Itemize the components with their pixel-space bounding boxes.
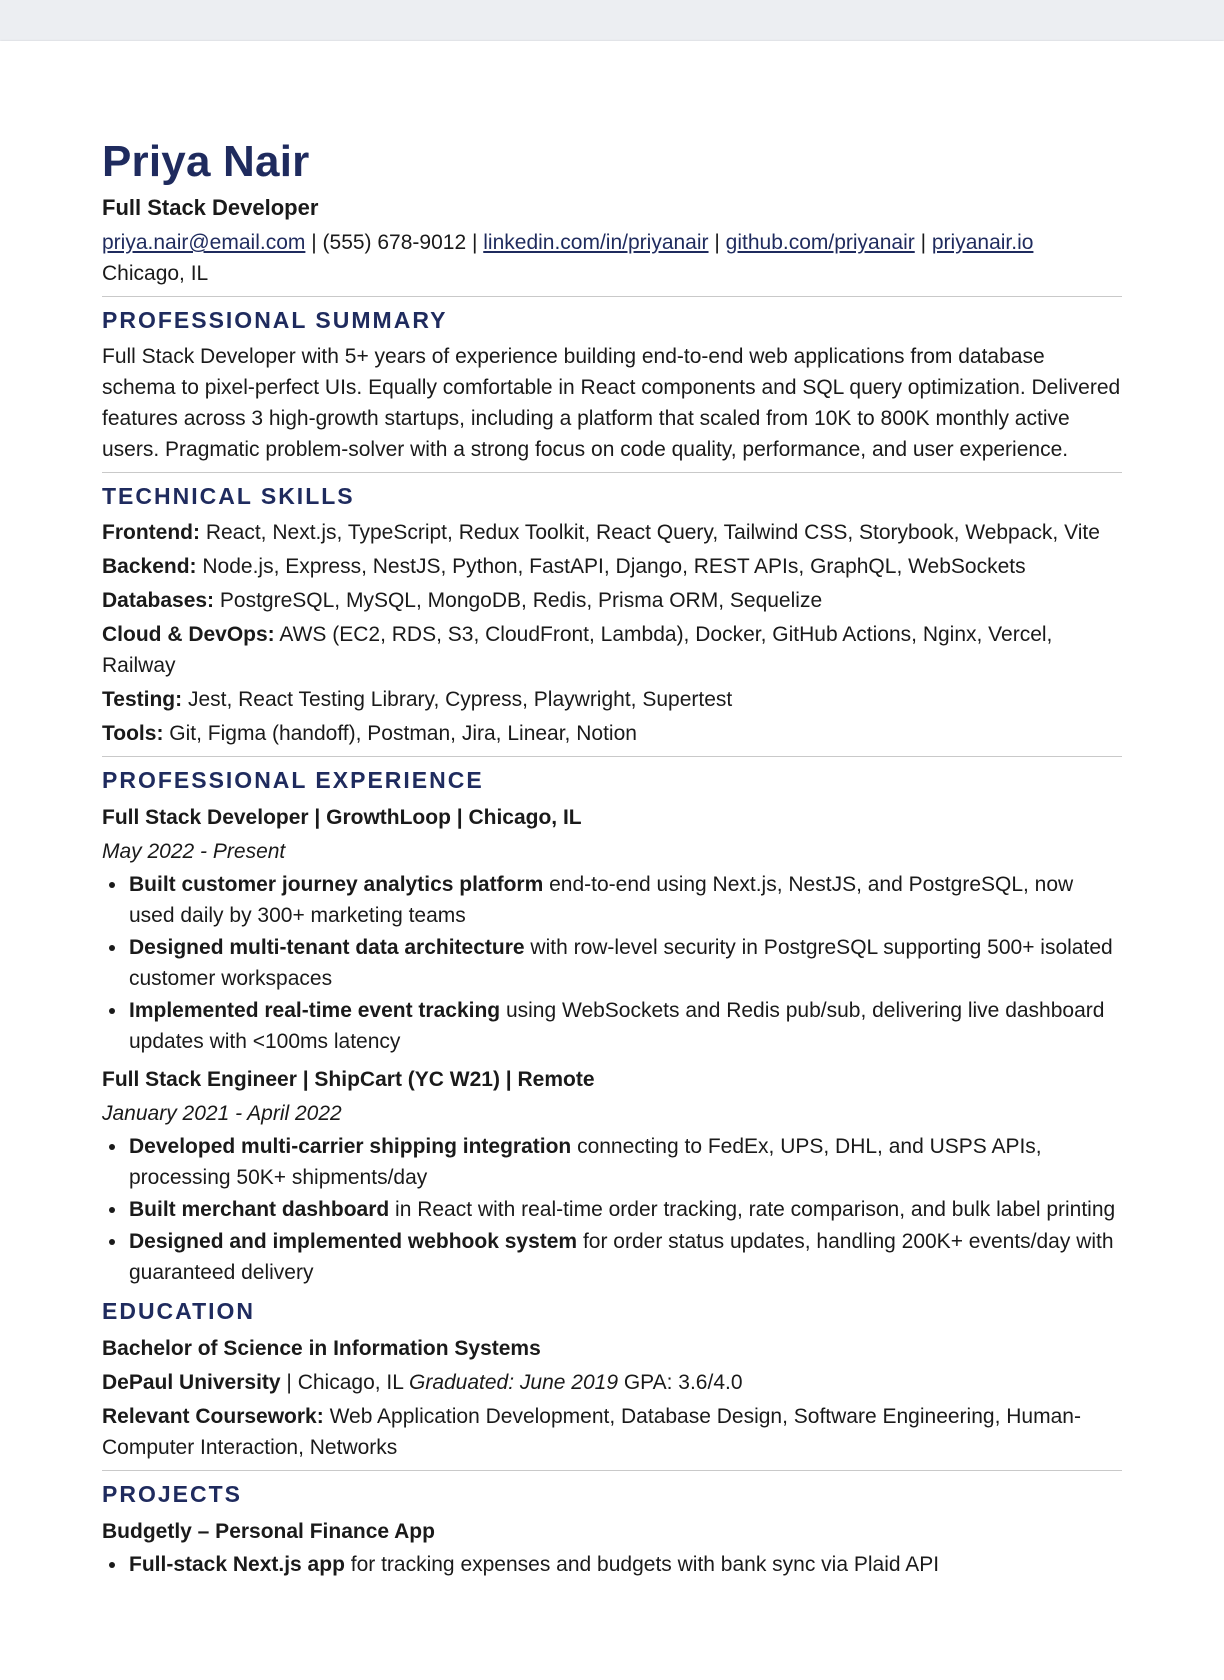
bullet-highlight: Full-stack Next.js app xyxy=(129,1553,345,1576)
skill-value: Jest, React Testing Library, Cypress, Playwright, Supertest xyxy=(182,688,733,711)
email-link[interactable]: priya.nair@email.com xyxy=(102,231,306,254)
candidate-role: Full Stack Developer xyxy=(102,195,319,220)
contact-separator: | xyxy=(305,231,323,254)
resume-content xyxy=(102,137,1122,1581)
skill-value: AWS (EC2, RDS, S3, CloudFront, Lambda), Docker, GitHub Actions, Nginx, Vercel, Railway xyxy=(102,623,1053,677)
skills-heading: TECHNICAL SKILLS xyxy=(102,483,355,509)
skill-label: Databases: xyxy=(102,589,215,612)
list-item xyxy=(129,932,1122,994)
education-school-line xyxy=(102,1367,1122,1398)
job-dates: May 2022 - Present xyxy=(102,840,286,863)
job-bullets xyxy=(102,869,1122,1057)
skill-value: Node.js, Express, NestJS, Python, FastAPI, Django, REST APIs, GraphQL, WebSockets xyxy=(196,555,1026,578)
skill-label: Testing: xyxy=(102,688,183,711)
candidate-name: Priya Nair xyxy=(102,137,310,186)
bullet-highlight: Implemented real-time event tracking xyxy=(129,999,501,1022)
contact-line xyxy=(102,226,1122,259)
section-divider xyxy=(102,756,1122,757)
project-bullets xyxy=(102,1549,1122,1580)
bullet-text: for order status updates, handling 200K+ events/day with guaranteed delivery xyxy=(129,1230,1114,1284)
phone-number: (555) 678-9012 xyxy=(322,231,467,254)
bullet-text: for tracking expenses and budgets with bank sync via Plaid API xyxy=(344,1553,940,1576)
skill-label: Tools: xyxy=(102,722,164,745)
job-dates: January 2021 - April 2022 xyxy=(102,1102,342,1125)
bullet-highlight: Designed and implemented webhook system xyxy=(129,1230,578,1253)
job-bullets xyxy=(102,1131,1122,1288)
contact-separator: | xyxy=(708,231,726,254)
projects-heading: PROJECTS xyxy=(102,1481,242,1507)
graduation-date: Graduated: June 2019 xyxy=(409,1371,618,1394)
list-item xyxy=(129,869,1122,931)
school-location: | Chicago, IL xyxy=(280,1371,409,1394)
coursework-list: Web Application Development, Database Design, Software Engineering, Human-Computer Interaction, Networks xyxy=(102,1405,1081,1459)
bullet-text: in React with real-time order tracking, rate comparison, and bulk label printing xyxy=(389,1198,1116,1221)
skill-backend xyxy=(102,551,1122,582)
skills-list xyxy=(102,517,1122,749)
bullet-text: using WebSockets and Redis pub/sub, delivering live dashboard updates with <100ms latency xyxy=(129,999,1105,1053)
skill-value: PostgreSQL, MySQL, MongoDB, Redis, Prisma ORM, Sequelize xyxy=(214,589,823,612)
project-entry xyxy=(102,1517,1122,1580)
linkedin-link[interactable]: linkedin.com/in/priyanair xyxy=(483,231,709,254)
website-link[interactable]: priyanair.io xyxy=(931,231,1034,254)
skill-label: Frontend: xyxy=(102,521,200,544)
contact-separator: | xyxy=(466,231,484,254)
job-entry xyxy=(102,803,1122,1057)
summary-text: Full Stack Developer with 5+ years of experience building end-to-end web applications from database schema to pixel-perfect UIs. Equally comfortable in React components and SQL query optimization. Delivered features across 3 high-growth startups, including a platform that scaled from 10K to 800K monthly active users. Pragmatic problem-solver with a strong focus on code quality, performance, and user experience. xyxy=(102,345,1121,461)
bullet-text: connecting to FedEx, UPS, DHL, and USPS APIs, processing 50K+ shipments/day xyxy=(129,1135,1042,1189)
list-item xyxy=(129,1131,1122,1193)
bullet-highlight: Designed multi-tenant data architecture xyxy=(129,936,525,959)
bullet-highlight: Developed multi-carrier shipping integration xyxy=(129,1135,572,1158)
skill-value: React, Next.js, TypeScript, Redux Toolkit, React Query, Tailwind CSS, Storybook, Webpack, Vite xyxy=(199,521,1100,544)
school-name: DePaul University xyxy=(102,1371,281,1394)
skill-frontend xyxy=(102,517,1122,548)
list-item xyxy=(129,1549,1122,1580)
education-coursework xyxy=(102,1401,1122,1463)
project-title: Budgetly – Personal Finance App xyxy=(102,1520,435,1543)
skill-cloud-devops xyxy=(102,619,1122,681)
job-entry xyxy=(102,1065,1122,1288)
candidate-location: Chicago, IL xyxy=(102,262,209,285)
gpa: GPA: 3.6/4.0 xyxy=(618,1371,743,1394)
education-heading: EDUCATION xyxy=(102,1298,256,1324)
section-divider xyxy=(102,1470,1122,1471)
skill-value: Git, Figma (handoff), Postman, Jira, Linear, Notion xyxy=(163,722,637,745)
section-divider xyxy=(102,296,1122,297)
list-item xyxy=(129,995,1122,1057)
skill-label: Backend: xyxy=(102,555,197,578)
summary-heading: PROFESSIONAL SUMMARY xyxy=(102,307,448,333)
list-item xyxy=(129,1194,1122,1225)
skill-testing xyxy=(102,684,1122,715)
skill-tools xyxy=(102,718,1122,749)
experience-heading: PROFESSIONAL EXPERIENCE xyxy=(102,767,484,793)
skill-label: Cloud & DevOps: xyxy=(102,623,275,646)
section-divider xyxy=(102,472,1122,473)
job-title: Full Stack Engineer | ShipCart (YC W21) | Remote xyxy=(102,1068,595,1091)
skill-databases xyxy=(102,585,1122,616)
list-item xyxy=(129,1226,1122,1288)
bullet-text: end-to-end using Next.js, NestJS, and PostgreSQL, now used daily by 300+ marketing teams xyxy=(129,873,1074,927)
job-title: Full Stack Developer | GrowthLoop | Chicago, IL xyxy=(102,806,582,829)
contact-separator: | xyxy=(914,231,932,254)
bullet-text: with row-level security in PostgreSQL supporting 500+ isolated customer workspaces xyxy=(129,936,1113,990)
bullet-highlight: Built merchant dashboard xyxy=(129,1198,390,1221)
coursework-label: Relevant Coursework: xyxy=(102,1405,324,1428)
education-degree: Bachelor of Science in Information Systems xyxy=(102,1337,541,1360)
resume-page xyxy=(0,41,1224,1680)
bullet-highlight: Built customer journey analytics platform xyxy=(129,873,544,896)
github-link[interactable]: github.com/priyanair xyxy=(725,231,915,254)
